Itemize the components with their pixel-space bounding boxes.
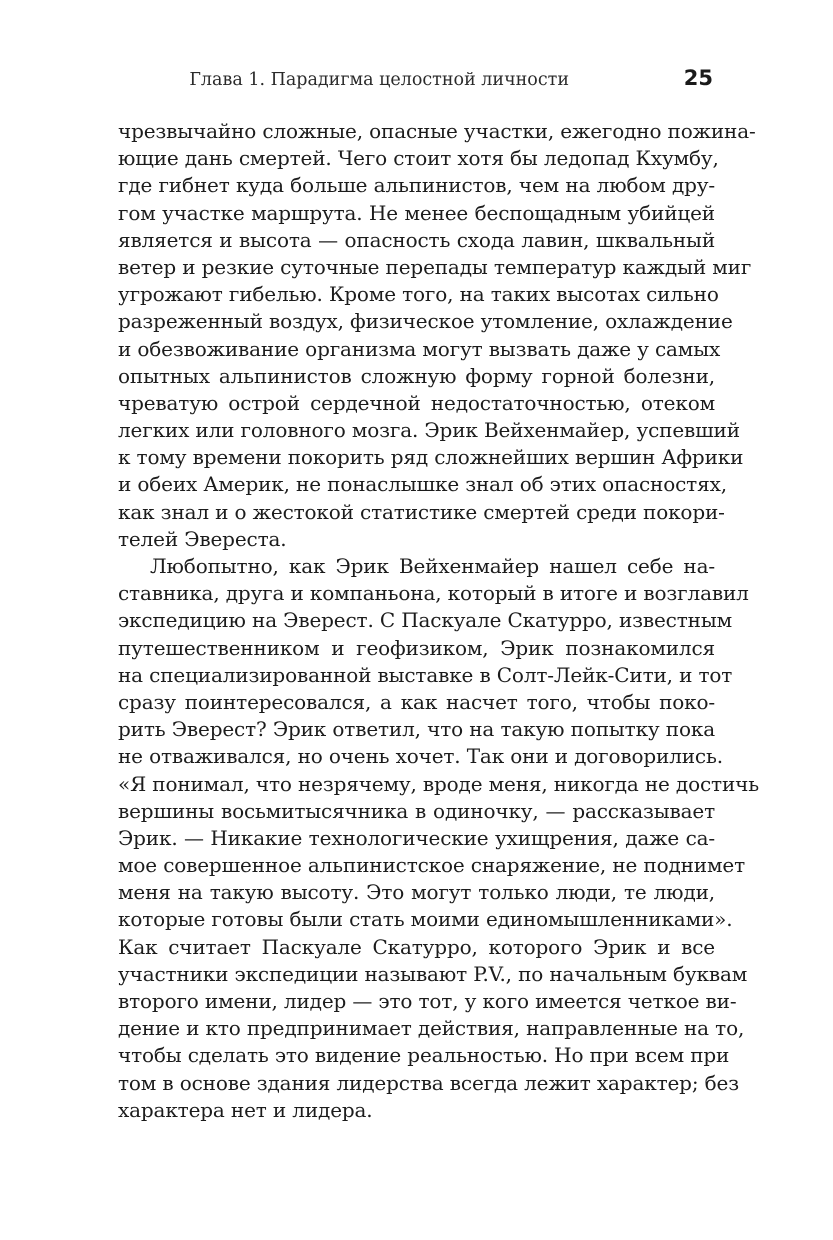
text-line: является и высота — опасность схода лавин, шквальный: [118, 227, 715, 252]
text-line: чтобы сделать это видение реальностью. Но при всем при: [118, 1043, 730, 1068]
text-line: Любопытно, как Эрик Вейхенмайер нашел себе на-: [150, 554, 715, 578]
text-line: и обезвоживание организма могут вызвать даже у самых: [118, 336, 721, 361]
text-line: и обеих Америк, не понаслышке знал об этих опасностях,: [118, 472, 727, 497]
text-line: дение и кто предпринимает действия, направленные на то,: [118, 1016, 745, 1041]
text-line: сразу поинтересовался, а как насчет того, чтобы поко-: [118, 689, 715, 714]
text-line: не отваживался, но очень хочет. Так они и договорились.: [118, 744, 723, 769]
text-line: меня на такую высоту. Это могут только люди, те люди,: [118, 880, 715, 905]
text-line: ставника, друга и компаньона, который в итоге и возглавил: [118, 581, 749, 606]
text-line: как знал и о жестокой статистике смертей среди покори-: [118, 499, 725, 524]
text-line: «Я понимал, что незрячему, вроде меня, никогда не достичь: [118, 771, 759, 796]
text-line: разреженный воздух, физическое утомление, охлаждение: [118, 309, 733, 334]
text-line: легких или головного мозга. Эрик Вейхенмайер, успевший: [118, 418, 740, 443]
text-line: мое совершенное альпинистское снаряжение, не поднимет: [118, 853, 745, 878]
text-line: которые готовы были стать моими единомышленниками».: [118, 907, 733, 932]
text-line: второго имени, лидер — это тот, у кого имеется четкое ви-: [118, 989, 737, 1013]
text-line: экспедицию на Эверест. С Паскуале Скатурро, известным: [118, 608, 732, 633]
text-line: чреватую острой сердечной недостаточностью, отеком: [118, 390, 715, 415]
text-line: на специализированной выставке в Солт-Лейк-Сити, и тот: [118, 662, 733, 687]
text-line: где гибнет куда больше альпинистов, чем на любом дру-: [118, 173, 715, 198]
paragraph: [118, 553, 759, 1124]
text-line: Эрик. — Никакие технологические ухищрения, даже са-: [118, 825, 715, 850]
paragraph: [118, 118, 756, 553]
text-line: к тому времени покорить ряд сложнейших вершин Африки: [118, 445, 744, 470]
text-line: угрожают гибелью. Кроме того, на таких высотах сильно: [118, 282, 719, 307]
text-line: гом участке маршрута. Не менее беспощадным убийцей: [118, 200, 715, 225]
text-line: Как считает Паскуале Скатурро, которого Эрик и все: [118, 934, 715, 959]
text-line: вершины восьмитысячника в одиночку, — рассказывает: [118, 798, 715, 823]
running-head: [118, 66, 715, 96]
chapter-running-title: Глава 1. Парадигма целостной личности: [189, 70, 569, 90]
text-line: ющие дань смертей. Чего стоит хотя бы ледопад Кхумбу,: [118, 146, 719, 171]
body-text: [118, 118, 759, 1124]
text-line: участники экспедиции называют P.V., по начальным буквам: [118, 961, 748, 986]
page-number: 25: [683, 66, 713, 90]
text-line: телей Эвереста.: [118, 526, 287, 551]
text-line: опытных альпинистов сложную форму горной болезни,: [118, 363, 715, 388]
text-line: характера нет и лидера.: [118, 1097, 373, 1122]
text-line: путешественником и геофизиком, Эрик познакомился: [118, 635, 715, 660]
text-line: чрезвычайно сложные, опасные участки, ежегодно пожина-: [118, 119, 756, 143]
text-line: рить Эверест? Эрик ответил, что на такую попытку пока: [118, 717, 715, 742]
text-line: том в основе здания лидерства всегда лежит характер; без: [118, 1070, 739, 1095]
text-line: ветер и резкие суточные перепады температур каждый миг: [118, 254, 752, 279]
